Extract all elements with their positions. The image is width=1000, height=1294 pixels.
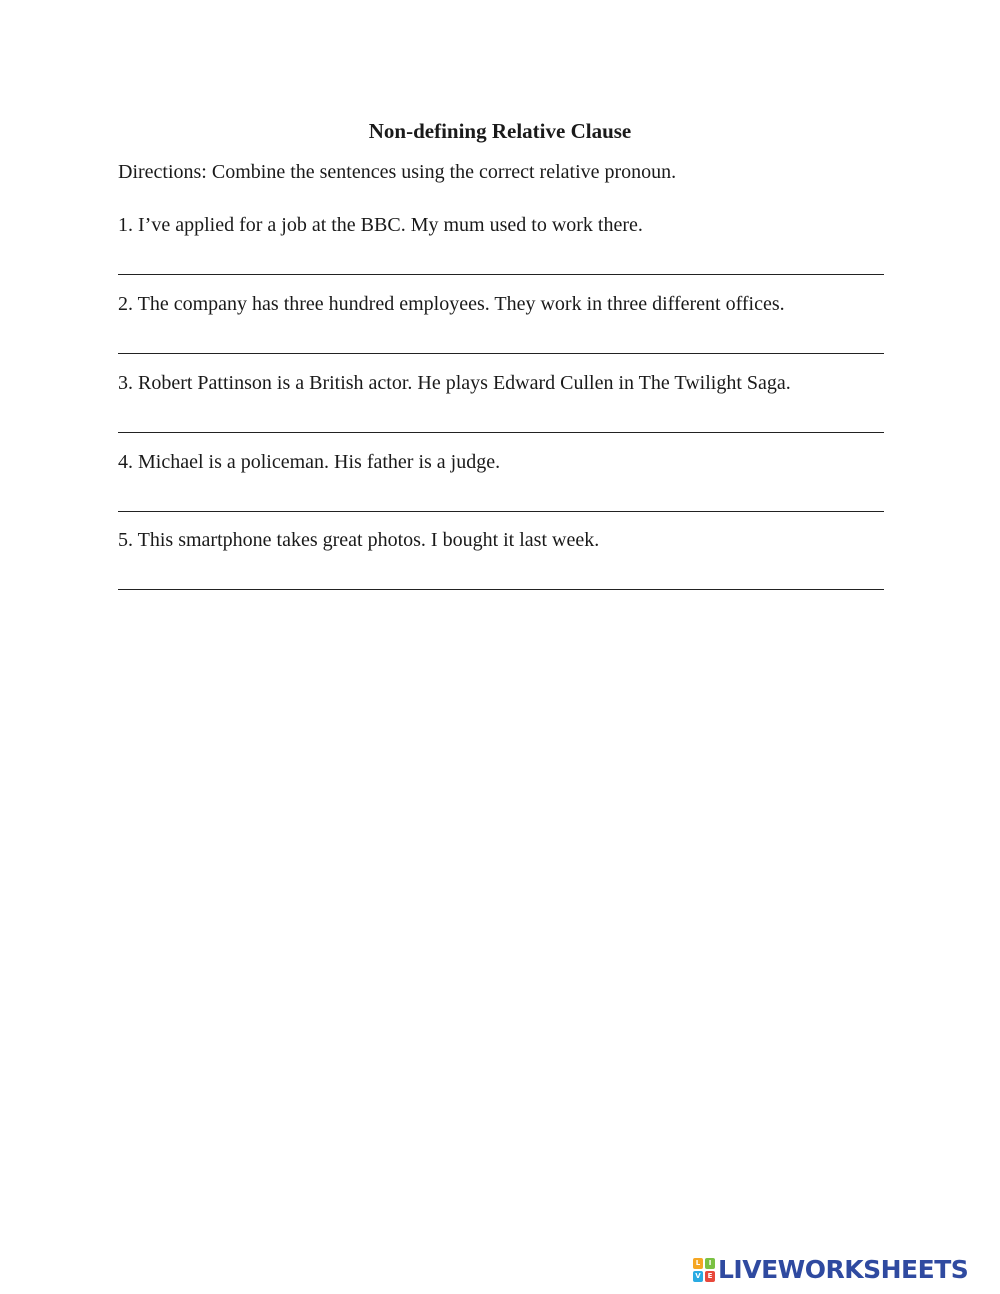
question-5: 5. This smartphone takes great photos. I bought it last week.	[118, 529, 600, 551]
answer-input-4[interactable]	[118, 483, 884, 512]
question-1: 1. I’ve applied for a job at the BBC. My mum used to work there.	[118, 214, 643, 236]
question-4: 4. Michael is a policeman. His father is a judge.	[118, 451, 501, 473]
liveworksheets-logo-icon	[693, 1258, 715, 1282]
page-title: Non-defining Relative Clause	[368, 119, 632, 143]
logo-tile-i: I	[705, 1258, 715, 1269]
logo-tile-v: V	[693, 1271, 703, 1282]
directions-text: Directions: Combine the sentences using the correct relative pronoun.	[118, 161, 677, 183]
logo-tile-e: E	[705, 1271, 715, 1282]
liveworksheets-brand	[693, 1257, 968, 1283]
question-2: 2. The company has three hundred employees. They work in three different offices.	[118, 293, 785, 315]
answer-input-1[interactable]	[118, 246, 884, 275]
answer-input-3[interactable]	[118, 404, 884, 433]
question-3: 3. Robert Pattinson is a British actor. He plays Edward Cullen in The Twilight Saga.	[118, 372, 791, 394]
brand-name: LIVEWORKSHEETS	[718, 1255, 969, 1284]
logo-tile-l: L	[693, 1258, 703, 1269]
answer-input-2[interactable]	[118, 325, 884, 354]
answer-input-5[interactable]	[118, 561, 884, 590]
